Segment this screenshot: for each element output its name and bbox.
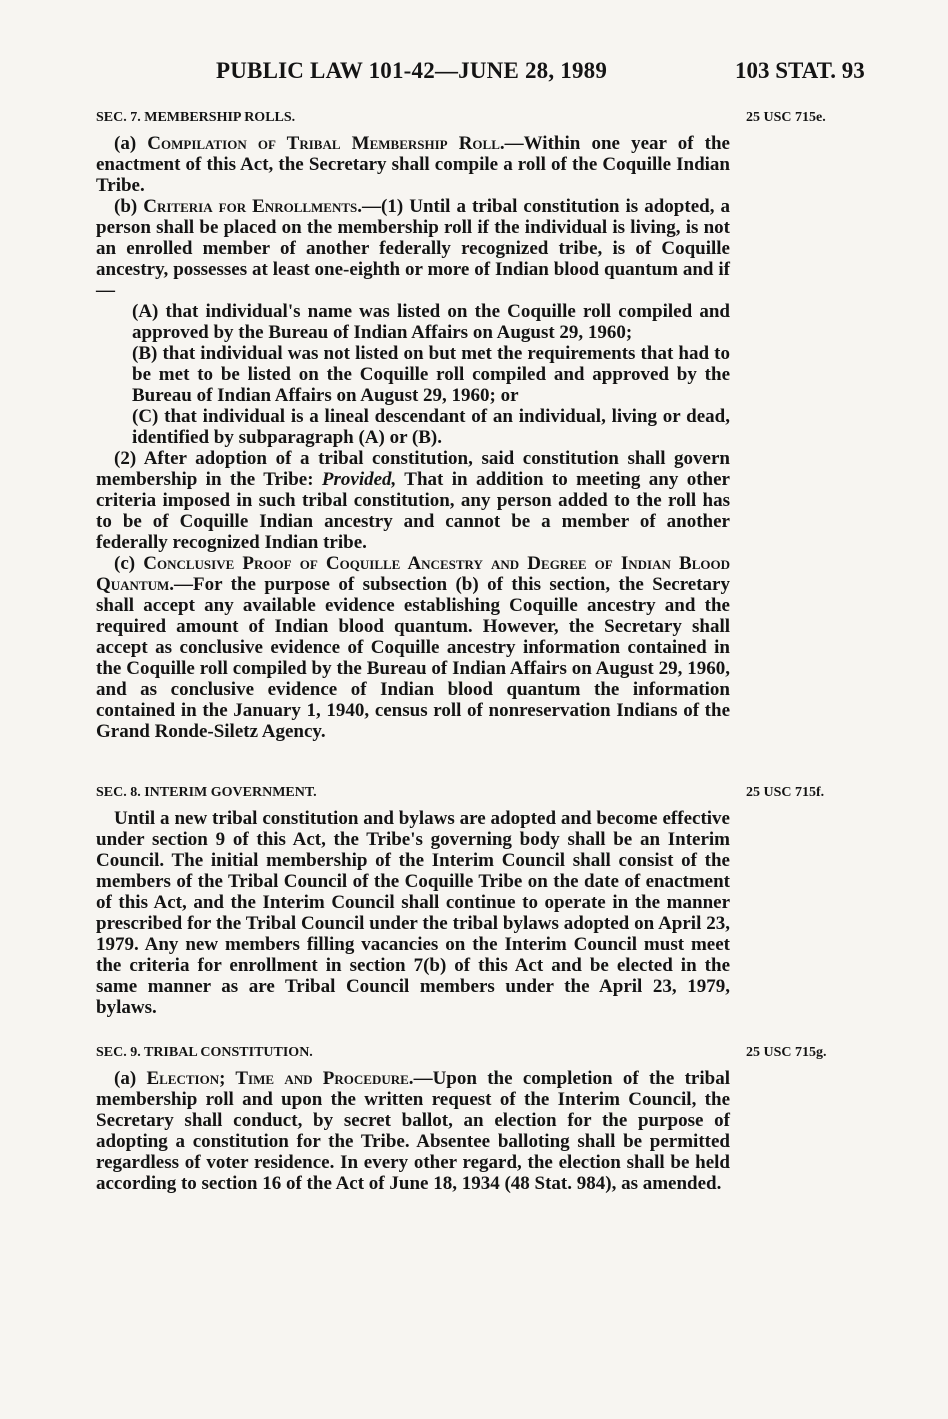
sec7-c-label: (c) [114, 553, 144, 574]
sec7-subpara-C: (C) that individual is a lineal descendant of an individual, living or dead, identified by subparagraph (A) or (B). [132, 406, 730, 448]
sec7-b2-pre: (2) After adoption of a tribal constitution, said constitution shall govern membership in the Tribe: [96, 448, 730, 490]
sec7-b-label: (b) [114, 196, 144, 217]
running-head-title: PUBLIC LAW 101-42—JUNE 28, 1989 [216, 58, 608, 83]
sec7-para-b2 [96, 448, 730, 553]
sec7-c-text: —For the purpose of subsection (b) of this section, the Secretary shall accept any available evidence establishing Coquille ancestry and the required amount of Indian blood quantum. However, the Secretary shall accept as conclusive evidence of Coquille ancestry information contained in the Coquille roll compiled by the Bureau of Indian Affairs on August 29, 1960, and as conclusive evidence of Indian blood quantum the information contained in the January 1, 1940, census roll of nonreservation Indians of the Grand Ronde-Siletz Agency. [96, 574, 730, 742]
statute-page-number: 103 STAT. 93 [735, 58, 865, 83]
sec7-para-a [96, 133, 730, 196]
sec8-margin-note: 25 USC 715f. [746, 785, 825, 800]
sec7-a-label: (a) [114, 133, 148, 154]
sec7-subpara-A: (A) that individual's name was listed on the Coquille roll compiled and approved by the Bureau of Indian Affairs on August 29, 1960; [132, 301, 730, 343]
sec8-body [96, 808, 730, 1018]
sec7-heading: SEC. 7. MEMBERSHIP ROLLS. [96, 110, 296, 125]
sec7-b-text: —(1) Until a tribal constitution is adopted, a person shall be placed on the membership roll if the individual is living, is not an enrolled member of another federally recognized tribe, is of Coquille ancestry, possesses at least one-eighth or more of Indian blood quantum and if— [96, 196, 730, 301]
sec8-paragraph: Until a new tribal constitution and bylaws are adopted and become effective under section 9 of this Act, the Tribe's governing body shall be an Interim Council. The initial membership of the Interim Council shall consist of the members of the Tribal Council of the Coquille Tribe on the date of enactment of this Act, and the Interim Council shall continue to operate in the manner prescribed for the Tribal Council under the tribal bylaws adopted on April 23, 1979. Any new members filling vacancies on the Interim Council must meet the criteria for enrollment in section 7(b) of this Act and be elected in the same manner as are Tribal Council members under the April 23, 1979, bylaws. [96, 808, 730, 1018]
sec9-para-a [96, 1068, 730, 1194]
sec7-para-b [96, 196, 730, 301]
sec9-body [96, 1068, 730, 1194]
sec8-heading: SEC. 8. INTERIM GOVERNMENT. [96, 785, 317, 800]
sec7-b2-proviso: Provided, [321, 469, 397, 490]
sec9-a-label: (a) [114, 1068, 147, 1089]
sec9-a-caption: Election; Time and Procedure. [146, 1068, 414, 1089]
sec7-c-caption: Conclusive Proof of Coquille Ancestry and Degree of Indian Blood Quantum. [96, 553, 730, 595]
sec7-body [96, 133, 730, 742]
sec7-a-caption: Compilation of Tribal Membership Roll. [147, 133, 505, 154]
sec7-a-text: —Within one year of the enactment of this Act, the Secretary shall compile a roll of the Coquille Indian Tribe. [96, 133, 730, 196]
sec7-para-c [96, 553, 730, 742]
sec9-margin-note: 25 USC 715g. [746, 1045, 827, 1060]
sec9-heading: SEC. 9. TRIBAL CONSTITUTION. [96, 1045, 313, 1060]
sec7-b2-post: That in addition to meeting any other criteria imposed in such tribal constitution, any person added to the roll has to be of Coquille Indian ancestry and cannot be a member of another federally recognized Indian tribe. [96, 469, 730, 553]
sec9-a-text: —Upon the completion of the tribal membership roll and upon the written request of the Interim Council, the Secretary shall conduct, by secret ballot, an election for the purpose of adopting a constitution for the Tribe. Absentee balloting shall be permitted regardless of voter residence. In every other regard, the election shall be held according to section 16 of the Act of June 18, 1934 (48 Stat. 984), as amended. [96, 1068, 730, 1194]
sec7-b-caption: Criteria for Enrollments. [143, 196, 363, 217]
sec7-margin-note: 25 USC 715e. [746, 110, 826, 125]
page-header [0, 58, 948, 92]
sec7-subpara-B: (B) that individual was not listed on but met the requirements that had to be met to be listed on the Coquille roll compiled and approved by the Bureau of Indian Affairs on August 29, 1960; or [132, 343, 730, 406]
